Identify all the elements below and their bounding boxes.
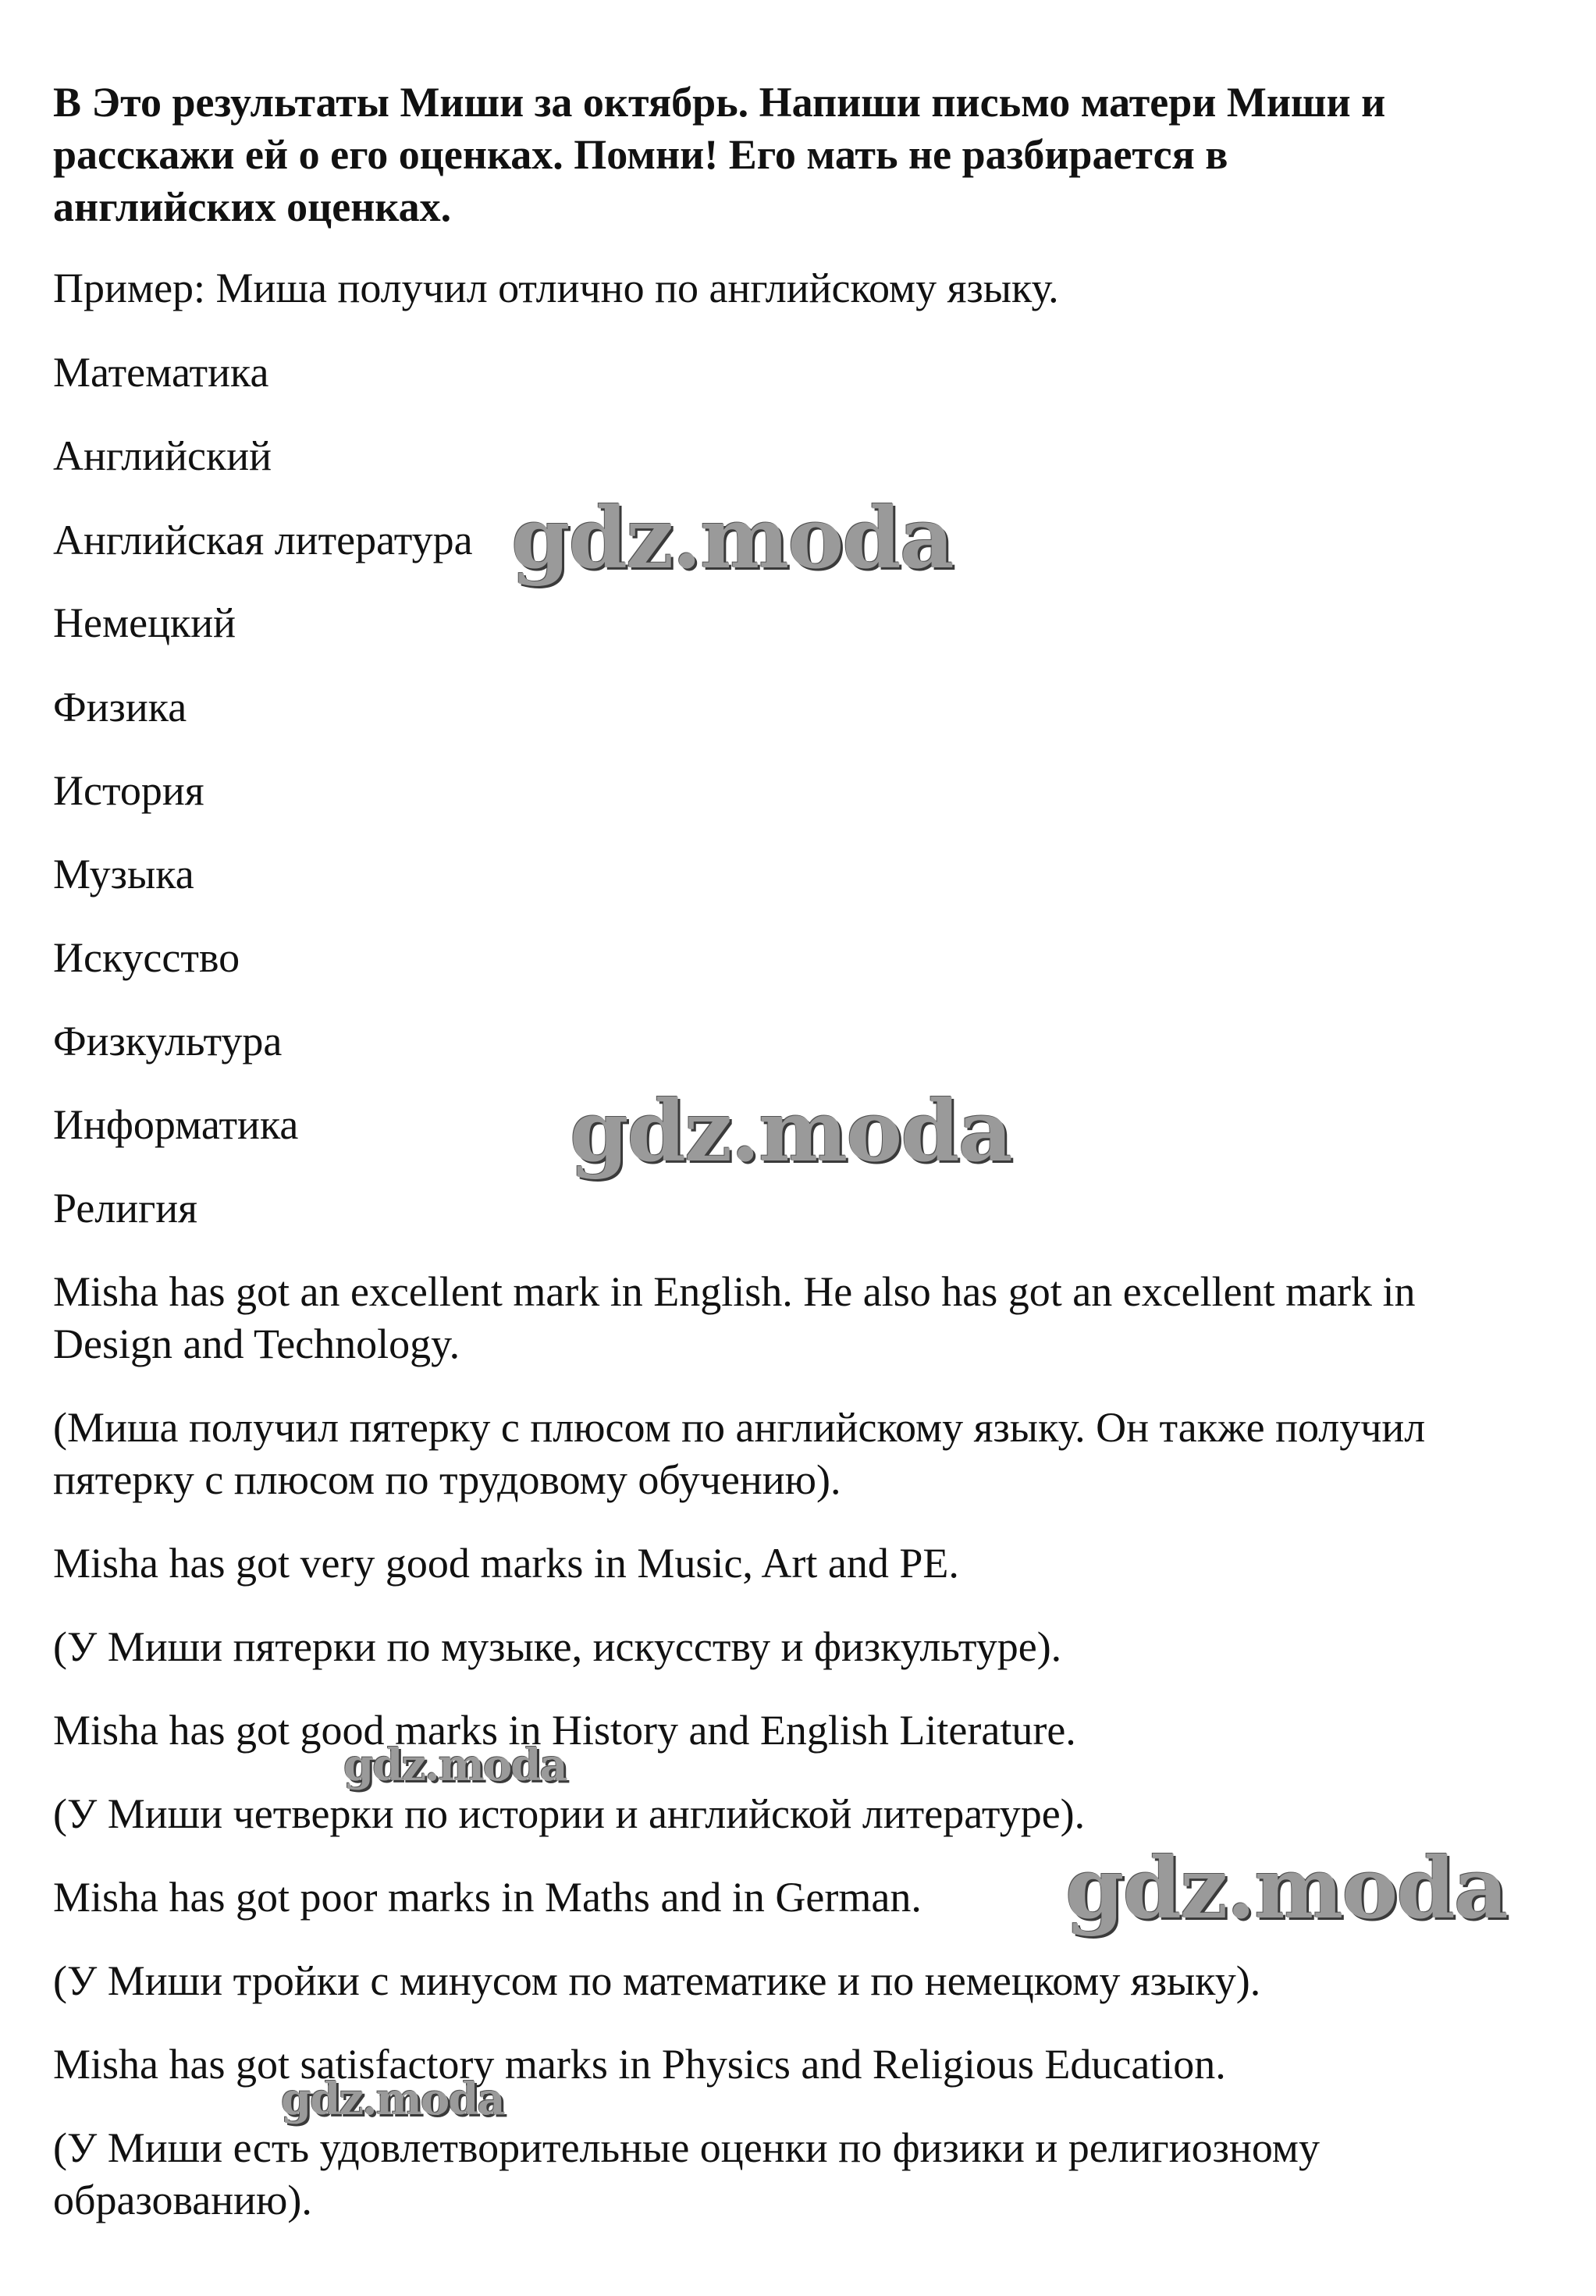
subject-item: Физкультура — [53, 1018, 283, 1064]
answer-english-line-2: Design and Technology. — [53, 1320, 460, 1367]
answer-english-line: Misha has got satisfactory marks in Physics and Religious Education. — [53, 2041, 1226, 2088]
answer-russian-line-2: пятерку с плюсом по трудовому обучению). — [53, 1456, 841, 1503]
subject-item: Информатика — [53, 1101, 299, 1148]
answer-english-line: Misha has got very good marks in Music, Art and PE. — [53, 1540, 959, 1587]
answer-russian-line-1: (Миша получил пятерку с плюсом по английскому языку. Он также получил — [53, 1404, 1426, 1451]
task-heading-line-3: английских оценках. — [53, 183, 452, 230]
task-heading-line-1: В Это результаты Миши за октябрь. Напиши письмо матери Миши и — [53, 79, 1386, 126]
watermark-logo: gdz.moda — [570, 1082, 1011, 1181]
example-line: Пример: Миша получил отлично по английскому языку. — [53, 265, 1059, 311]
answer-russian-line: (У Миши четверки по истории и английской литературе). — [53, 1790, 1086, 1837]
answer-english-line: Misha has got good marks in History and English Literature. — [53, 1707, 1076, 1754]
answer-russian-line-1: (У Миши есть удовлетворительные оценки по физики и религиозному — [53, 2124, 1320, 2171]
answer-russian-line: (У Миши пятерки по музыке, искусству и физкультуре). — [53, 1623, 1062, 1670]
watermark-logo: gdz.moda — [1065, 1839, 1507, 1938]
subject-item: Музыка — [53, 851, 194, 897]
subject-item: Немецкий — [53, 599, 236, 646]
task-heading-line-2: расскажи ей о его оценках. Помни! Его мать не разбирается в — [53, 131, 1228, 178]
answer-english-line-1: Misha has got an excellent mark in English. He also has got an excellent mark in — [53, 1268, 1416, 1315]
subject-item: Математика — [53, 349, 269, 396]
watermark-logo: gdz.moda — [281, 2074, 504, 2125]
answer-russian-line: (У Миши тройки с минусом по математике и по немецкому языку). — [53, 1957, 1261, 2004]
subject-item: Религия — [53, 1185, 198, 1232]
subject-item: Искусство — [53, 934, 240, 981]
watermark-logo: gdz.moda — [343, 1740, 567, 1791]
subject-item: История — [53, 767, 204, 814]
subject-item: Английская литература — [53, 517, 473, 563]
watermark-logo: gdz.moda — [511, 489, 953, 588]
subject-item: Английский — [53, 432, 272, 479]
answer-english-line: Misha has got poor marks in Maths and in German. — [53, 1874, 922, 1921]
subject-item: Физика — [53, 684, 187, 730]
answer-russian-line-2: образованию). — [53, 2177, 312, 2223]
